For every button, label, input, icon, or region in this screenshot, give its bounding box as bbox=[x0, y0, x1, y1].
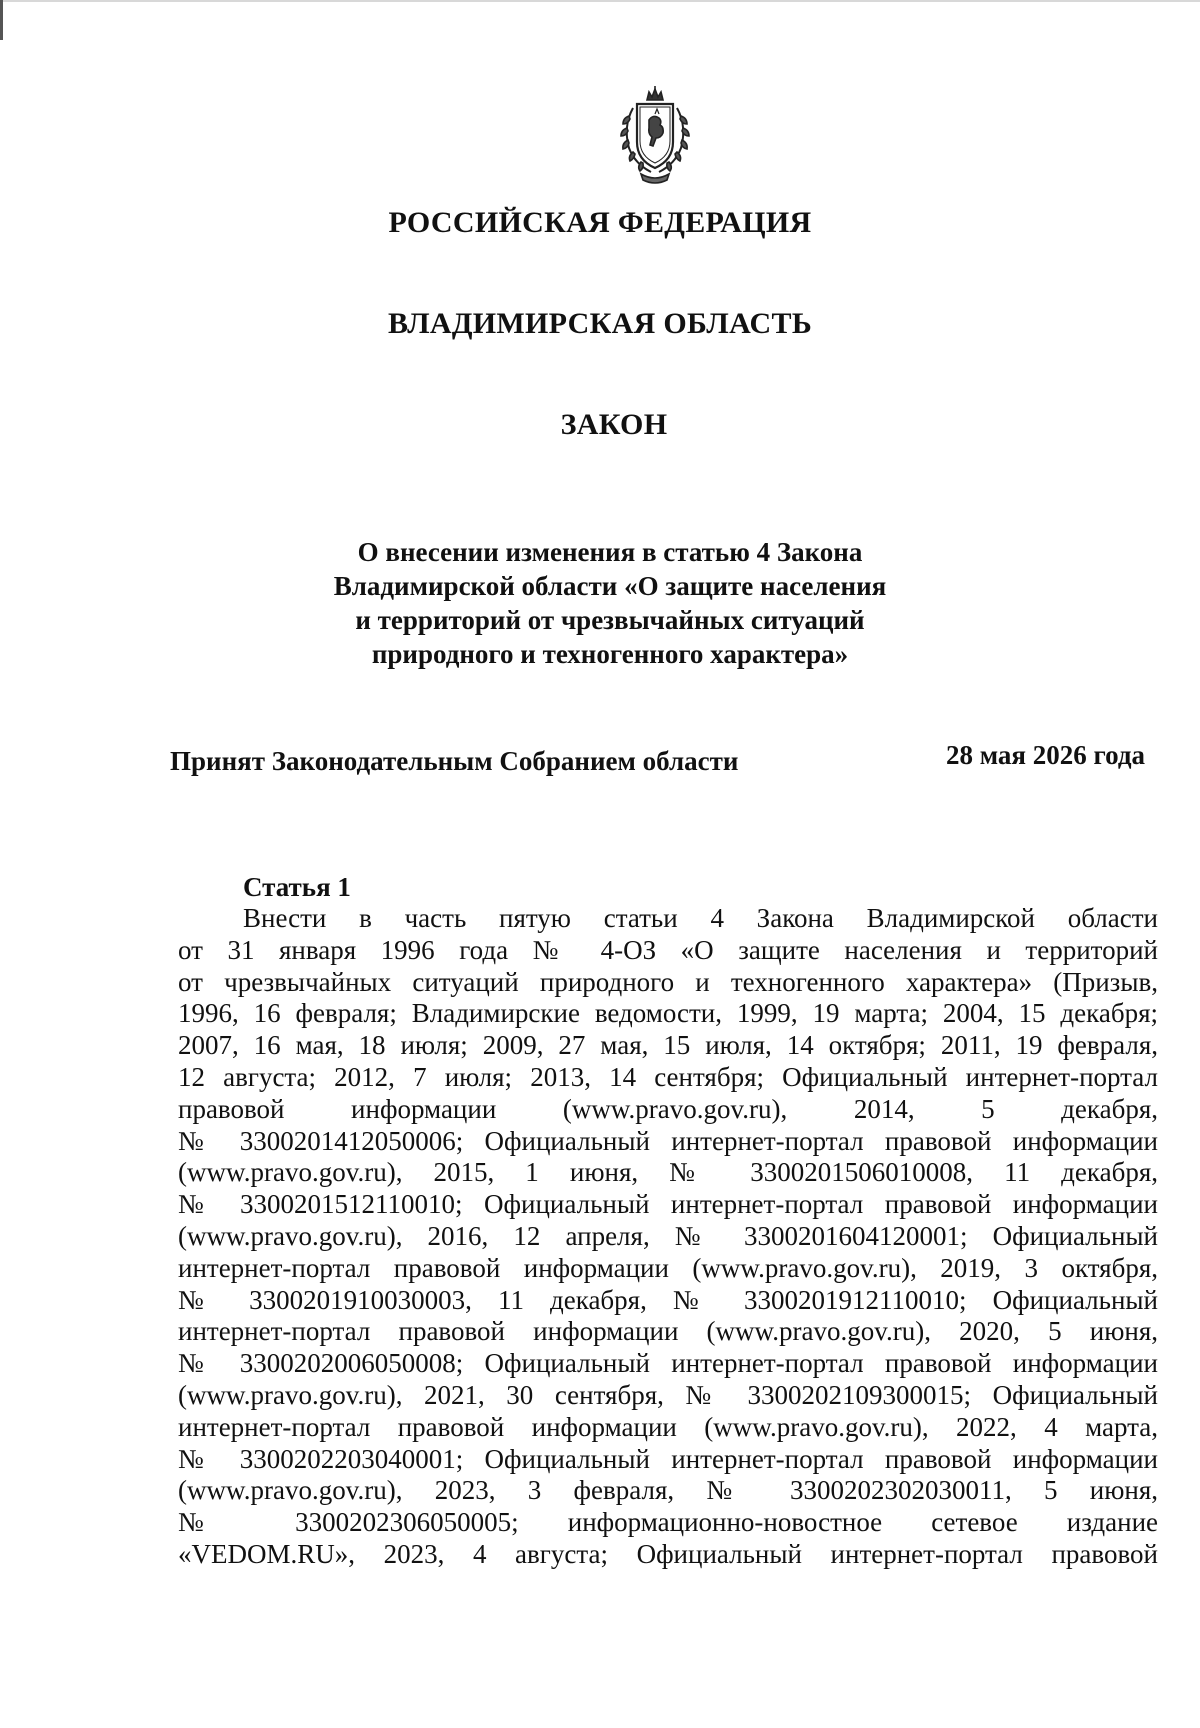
body-line: 2007, 16 мая, 18 июля; 2009, 27 мая, 15 июля, 14 октября; 2011, 19 февраля, bbox=[178, 1030, 1158, 1061]
body-line: № 3300202203040001; Официальный интернет-портал правовой информации bbox=[178, 1443, 1158, 1474]
body-line: № 3300202006050008; Официальный интернет-портал правовой информации bbox=[178, 1348, 1158, 1379]
body-line: № 3300202306050005; информационно-новостное сетевое издание bbox=[178, 1507, 1158, 1538]
document-type-heading: ЗАКОН bbox=[560, 408, 668, 441]
body-line: (www.pravo.gov.ru), 2015, 1 июня, № 3300201506010008, 11 декабря, bbox=[178, 1157, 1158, 1188]
scan-edge bbox=[0, 0, 1200, 2]
body-line: правовой информации (www.pravo.gov.ru), 2014, 5 декабря, bbox=[178, 1093, 1158, 1124]
body-line: № 3300201910030003, 11 декабря, № 3300201912110010; Официальный bbox=[178, 1284, 1158, 1315]
adoption-info bbox=[170, 740, 1145, 780]
body-line: № 3300201412050006; Официальный интернет-портал правовой информации bbox=[178, 1125, 1158, 1156]
adoption-date: 28 мая 2026 года bbox=[945, 740, 1145, 770]
body-line: Внести в часть пятую статьи 4 Закона Владимирской области bbox=[243, 903, 1158, 933]
body-line: от чрезвычайных ситуаций природного и техногенного характера» (Призыв, bbox=[178, 966, 1158, 997]
body-line: интернет-портал правовой информации (www.pravo.gov.ru), 2022, 4 марта, bbox=[178, 1411, 1158, 1442]
body-line: 1996, 16 февраля; Владимирские ведомости, 1999, 19 марта; 2004, 15 декабря; bbox=[178, 998, 1158, 1029]
article-body bbox=[178, 903, 1158, 1571]
body-line: интернет-портал правовой информации (www.pravo.gov.ru), 2020, 5 июня, bbox=[178, 1316, 1158, 1347]
law-title bbox=[300, 535, 920, 671]
coat-of-arms-icon bbox=[611, 86, 699, 186]
body-line: (www.pravo.gov.ru), 2021, 30 сентября, № 3300202109300015; Официальный bbox=[178, 1379, 1158, 1410]
law-title-line: Владимирской области «О защите населения bbox=[333, 571, 887, 601]
scan-edge-mark bbox=[0, 0, 3, 40]
body-line: интернет-портал правовой информации (www.pravo.gov.ru), 2019, 3 октября, bbox=[178, 1252, 1158, 1283]
adopted-by-label: Принят Законодательным Собранием области bbox=[170, 746, 739, 776]
body-line: № 3300201512110010; Официальный интернет-портал правовой информации bbox=[178, 1189, 1158, 1220]
body-line: (www.pravo.gov.ru), 2016, 12 апреля, № 3300201604120001; Официальный bbox=[178, 1220, 1158, 1251]
body-line: от 31 января 1996 года № 4-ОЗ «О защите населения и территорий bbox=[178, 934, 1158, 965]
country-heading: РОССИЙСКАЯ ФЕДЕРАЦИЯ bbox=[388, 206, 812, 239]
law-title-line: и территорий от чрезвычайных ситуаций bbox=[355, 605, 865, 635]
body-line: (www.pravo.gov.ru), 2023, 3 февраля, № 3300202302030011, 5 июня, bbox=[178, 1475, 1158, 1506]
article-heading: Статья 1 bbox=[243, 872, 351, 902]
law-title-line: природного и техногенного характера» bbox=[371, 639, 849, 669]
body-line: «VEDOM.RU», 2023, 4 августа; Официальный интернет-портал правовой bbox=[178, 1538, 1158, 1569]
region-heading: ВЛАДИМИРСКАЯ ОБЛАСТЬ bbox=[388, 307, 812, 340]
law-title-line: О внесении изменения в статью 4 Закона bbox=[357, 537, 863, 567]
body-line: 12 августа; 2012, 7 июля; 2013, 14 сентября; Официальный интернет-портал bbox=[178, 1061, 1158, 1092]
